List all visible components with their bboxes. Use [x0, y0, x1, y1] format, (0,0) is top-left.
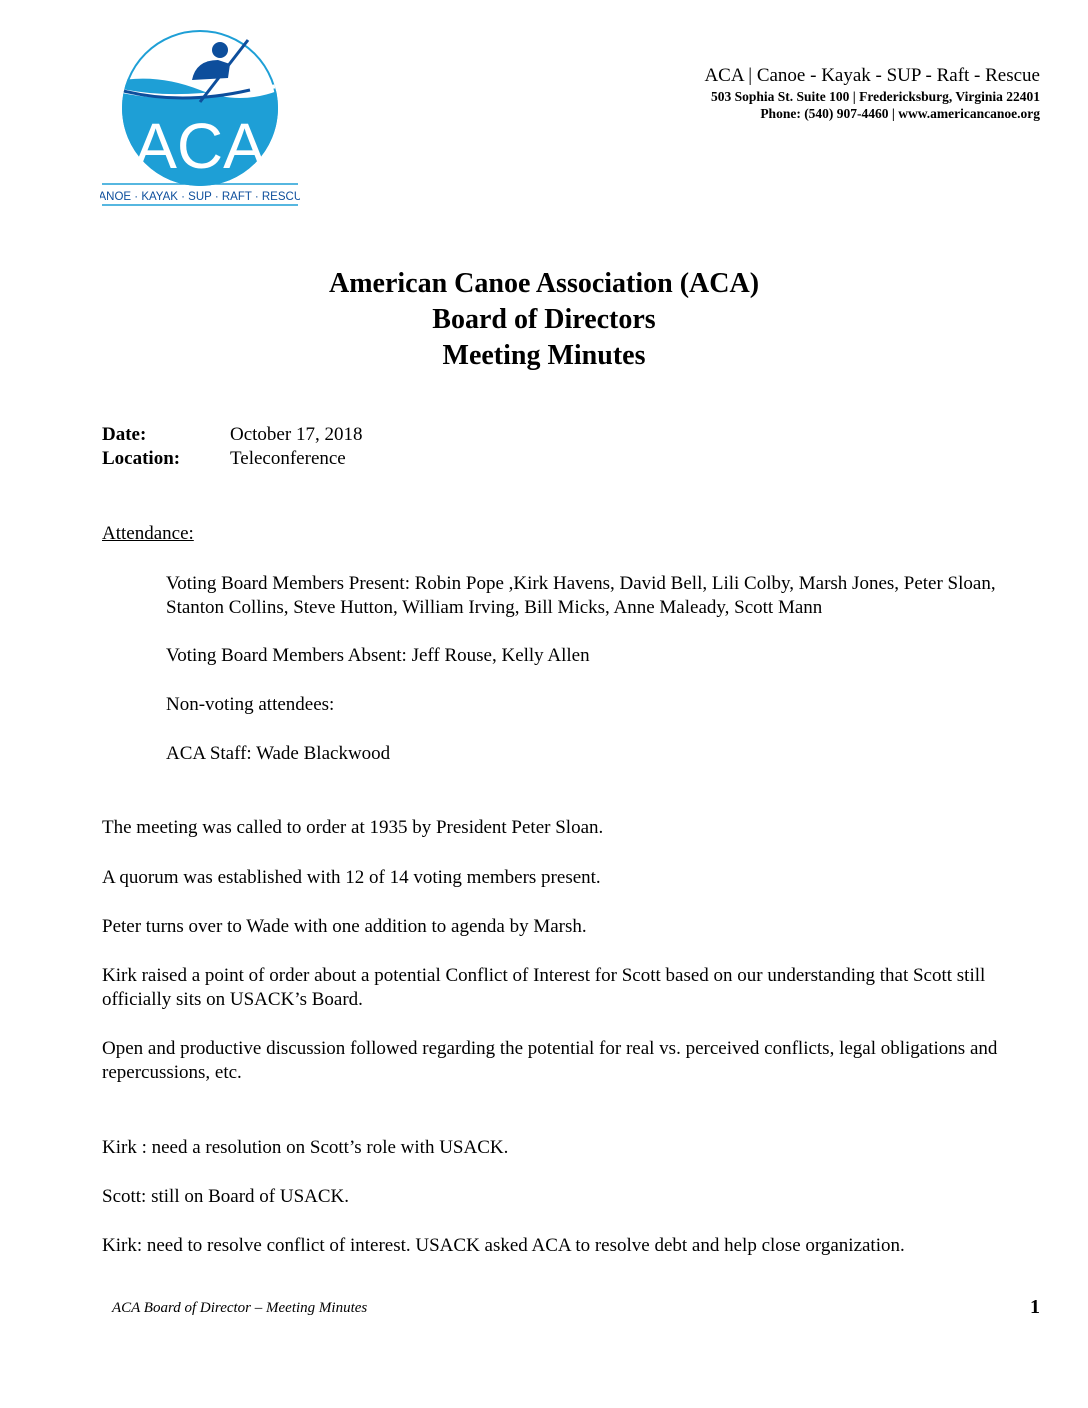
attendance-non-voting: Non-voting attendees:: [166, 694, 335, 715]
paragraph-quorum: A quorum was established with 12 of 14 voting members present.: [102, 867, 601, 888]
letterhead-address: 503 Sophia St. Suite 100 | Fredericksburg, Virginia 22401: [710, 89, 1040, 104]
aca-logo: [100, 30, 300, 210]
letterhead: [704, 64, 1040, 122]
aca-logo-icon: [100, 30, 300, 210]
attendance-staff: ACA Staff: Wade Blackwood: [166, 743, 391, 764]
date-row: [102, 423, 362, 447]
paragraph-discussion: Open and productive discussion followed regarding the potential for real vs. perceived conflicts, legal obligations and repercussions, etc.: [102, 1038, 998, 1083]
paragraph-kirk-conflict: Kirk: need to resolve conflict of interest. USACK asked ACA to resolve debt and help close organization.: [102, 1235, 905, 1256]
paragraph-point-of-order: Kirk raised a point of order about a potential Conflict of Interest for Scott based on our understanding that Scott still officially sits on USACK’s Board.: [102, 965, 986, 1010]
meeting-meta: [102, 423, 362, 471]
attendance-present: Voting Board Members Present: Robin Pope ,Kirk Havens, David Bell, Lili Colby, Marsh Jones, Peter Sloan, Stanton Collins, Steve Hutton, William Irving, Bill Micks, Anne Maleady, Scott Mann: [166, 573, 996, 618]
title-line-1: American Canoe Association (ACA): [328, 268, 760, 299]
letterhead-title: ACA | Canoe - Kayak - SUP - Raft - Rescue: [704, 65, 1040, 86]
paragraph-agenda: Peter turns over to Wade with one addition to agenda by Marsh.: [102, 916, 587, 937]
date-value: October 17, 2018: [230, 424, 363, 445]
letterhead-contact: Phone: (540) 907-4460 | www.americancanoe.org: [760, 106, 1040, 121]
logo-letters: ACA: [134, 110, 266, 182]
title-line-3: Meeting Minutes: [442, 340, 646, 371]
paragraph-call-to-order: The meeting was called to order at 1935 by President Peter Sloan.: [102, 817, 604, 838]
date-label: Date:: [102, 424, 147, 445]
location-label: Location:: [102, 448, 181, 469]
title-line-2: Board of Directors: [432, 304, 656, 335]
document-title: [0, 266, 1088, 374]
footer-title: ACA Board of Director – Meeting Minutes: [112, 1300, 368, 1316]
paragraph-scott-board: Scott: still on Board of USACK.: [102, 1186, 350, 1207]
location-row: [102, 447, 362, 471]
attendance-heading: Attendance:: [102, 523, 194, 544]
location-value: Teleconference: [230, 448, 346, 469]
paragraph-kirk-resolution: Kirk : need a resolution on Scott’s role with USACK.: [102, 1137, 509, 1158]
logo-tagline: CANOE · KAYAK · SUP · RAFT · RESCUE: [100, 191, 300, 203]
attendance-absent: Voting Board Members Absent: Jeff Rouse, Kelly Allen: [166, 645, 590, 666]
page-number: 1: [1030, 1296, 1040, 1318]
